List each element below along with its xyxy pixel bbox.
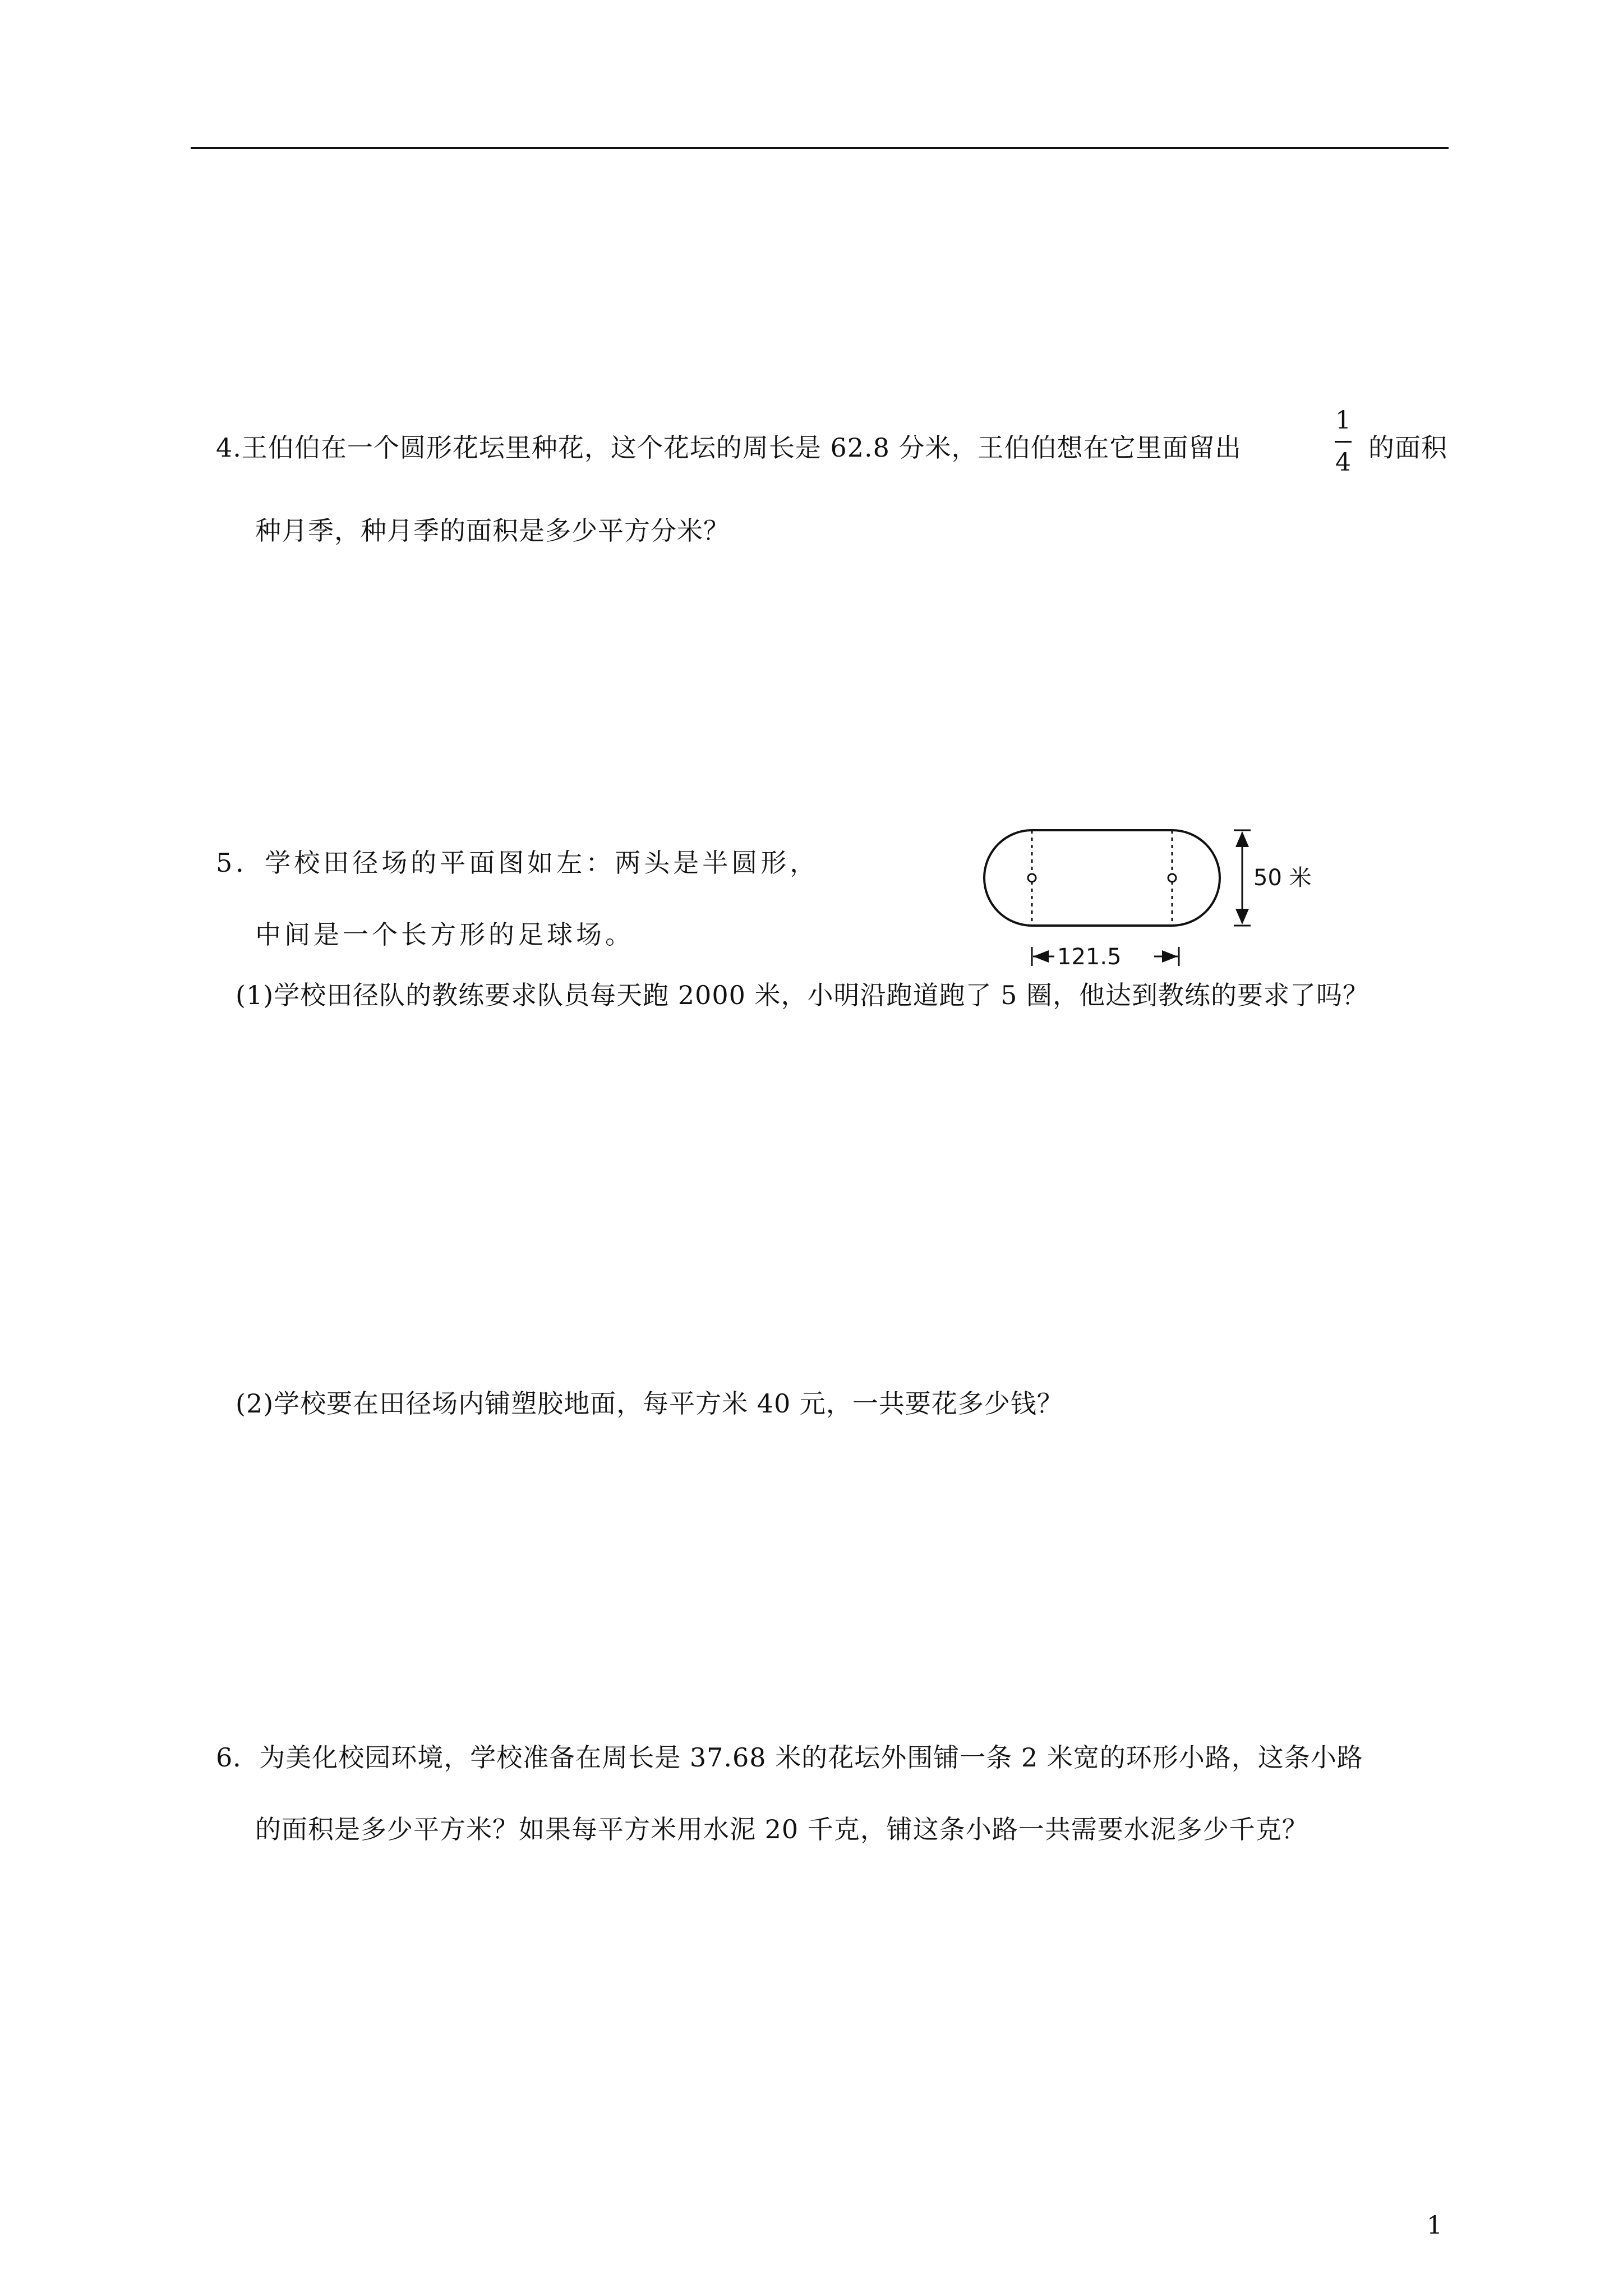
q5-line2: 中间是一个长方形的足球场。: [255, 919, 634, 950]
q4-fraction: [1332, 404, 1354, 480]
q5-line1: 5．学校田径场的平面图如左：两头是半圆形，: [216, 848, 819, 878]
width-arrow-up: [1235, 831, 1249, 847]
length-arrow-left: [1033, 950, 1049, 963]
q4-fraction-bar: [1335, 441, 1352, 443]
q4-line1-before: 4.王伯伯在一个圆形花坛里种花，这个花坛的周长是 62.8 分米，王伯伯想在它里面留出: [216, 432, 1242, 463]
q6-line2: 的面积是多少平方米？如果每平方米用水泥 20 千克，铺这条小路一共需要水泥多少千克？: [255, 1814, 1308, 1844]
width-label: 50 米: [1253, 865, 1312, 891]
left-center-point: [1028, 874, 1036, 882]
width-arrow-down: [1235, 909, 1249, 924]
q4-fraction-denominator: 4: [1335, 448, 1351, 477]
q4-line1-after: 的面积: [1368, 432, 1447, 463]
track-diagram: [976, 819, 1340, 976]
q5-sub1: (1)学校田径队的教练要求队员每天跑 2000 米，小明沿跑道跑了 5 圈，他达到教练的要求了吗？: [236, 980, 1369, 1010]
q6-line1: 6．为美化校园环境，学校准备在周长是 37.68 米的花坛外围铺一条 2 米宽的环形小路，这条小路: [216, 1742, 1363, 1773]
length-label: 121.5: [1057, 944, 1122, 970]
q4-line2: 种月季，种月季的面积是多少平方分米？: [255, 516, 730, 546]
header-rule: [191, 147, 1449, 149]
page-number: 1: [1427, 2211, 1442, 2240]
right-center-point: [1168, 874, 1176, 882]
track-outline: [984, 830, 1220, 926]
q5-sub2: (2)学校要在田径场内铺塑胶地面，每平方米 40 元，一共要花多少钱？: [236, 1388, 1063, 1419]
length-arrow-right: [1162, 950, 1178, 963]
q4-fraction-numerator: 1: [1335, 406, 1351, 435]
